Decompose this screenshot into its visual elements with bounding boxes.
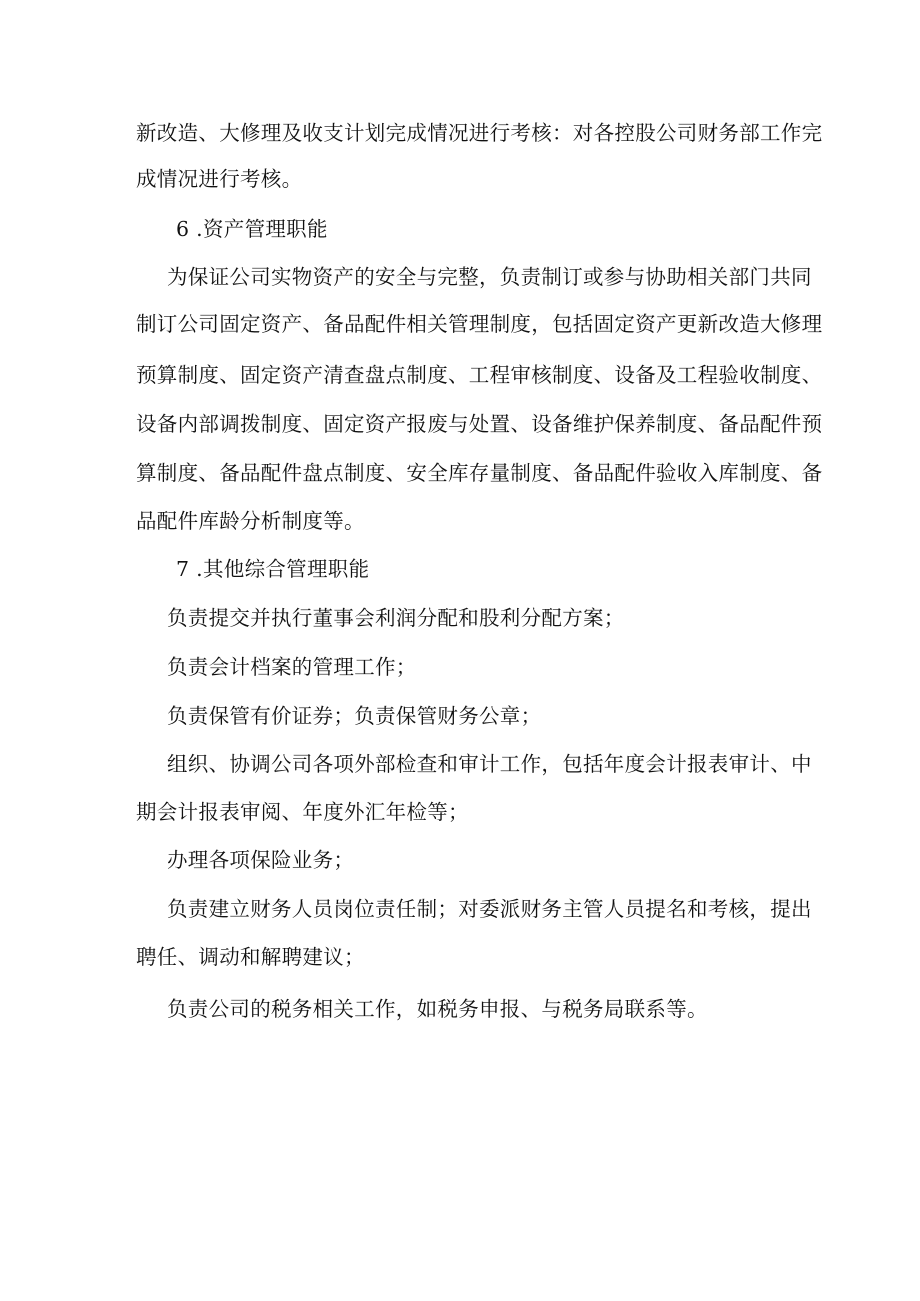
list-item-continuation: 期会计报表审阅、年度外汇年检等； bbox=[136, 800, 469, 824]
paragraph-line: 新改造、大修理及收支计划完成情况进行考核：对各控股公司财务部工作完 bbox=[136, 121, 823, 145]
section-heading-7: 7 .其他综合管理职能 bbox=[176, 557, 370, 581]
paragraph-line: 制订公司固定资产、备品配件相关管理制度，包括固定资产更新改造大修理 bbox=[136, 312, 823, 336]
paragraph-line: 算制度、备品配件盘点制度、安全库存量制度、备品配件验收入库制度、备 bbox=[136, 461, 823, 485]
list-item: 负责公司的税务相关工作，如税务申报、与税务局联系等。 bbox=[167, 997, 708, 1021]
paragraph-line: 成情况进行考核。 bbox=[136, 167, 303, 191]
section-heading-6: 6 .资产管理职能 bbox=[176, 217, 328, 241]
paragraph-line: 预算制度、固定资产清查盘点制度、工程审核制度、设备及工程验收制度、 bbox=[136, 363, 823, 387]
paragraph-line: 品配件库龄分析制度等。 bbox=[136, 509, 365, 533]
list-item: 负责建立财务人员岗位责任制；对委派财务主管人员提名和考核，提出 bbox=[167, 897, 812, 921]
list-item: 组织、协调公司各项外部检查和审计工作，包括年度会计报表审计、中 bbox=[167, 752, 812, 776]
list-item: 负责保管有价证券；负责保管财务公章； bbox=[167, 704, 542, 728]
list-item: 负责提交并执行董事会利润分配和股利分配方案； bbox=[167, 606, 625, 630]
paragraph-line: 为保证公司实物资产的安全与完整，负责制订或参与协助相关部门共同 bbox=[167, 265, 812, 289]
paragraph-line: 设备内部调拨制度、固定资产报废与处置、设备维护保养制度、备品配件预 bbox=[136, 412, 823, 436]
list-item: 办理各项保险业务； bbox=[167, 848, 355, 872]
list-item-continuation: 聘任、调动和解聘建议； bbox=[136, 945, 365, 969]
list-item: 负责会计档案的管理工作； bbox=[167, 655, 417, 679]
